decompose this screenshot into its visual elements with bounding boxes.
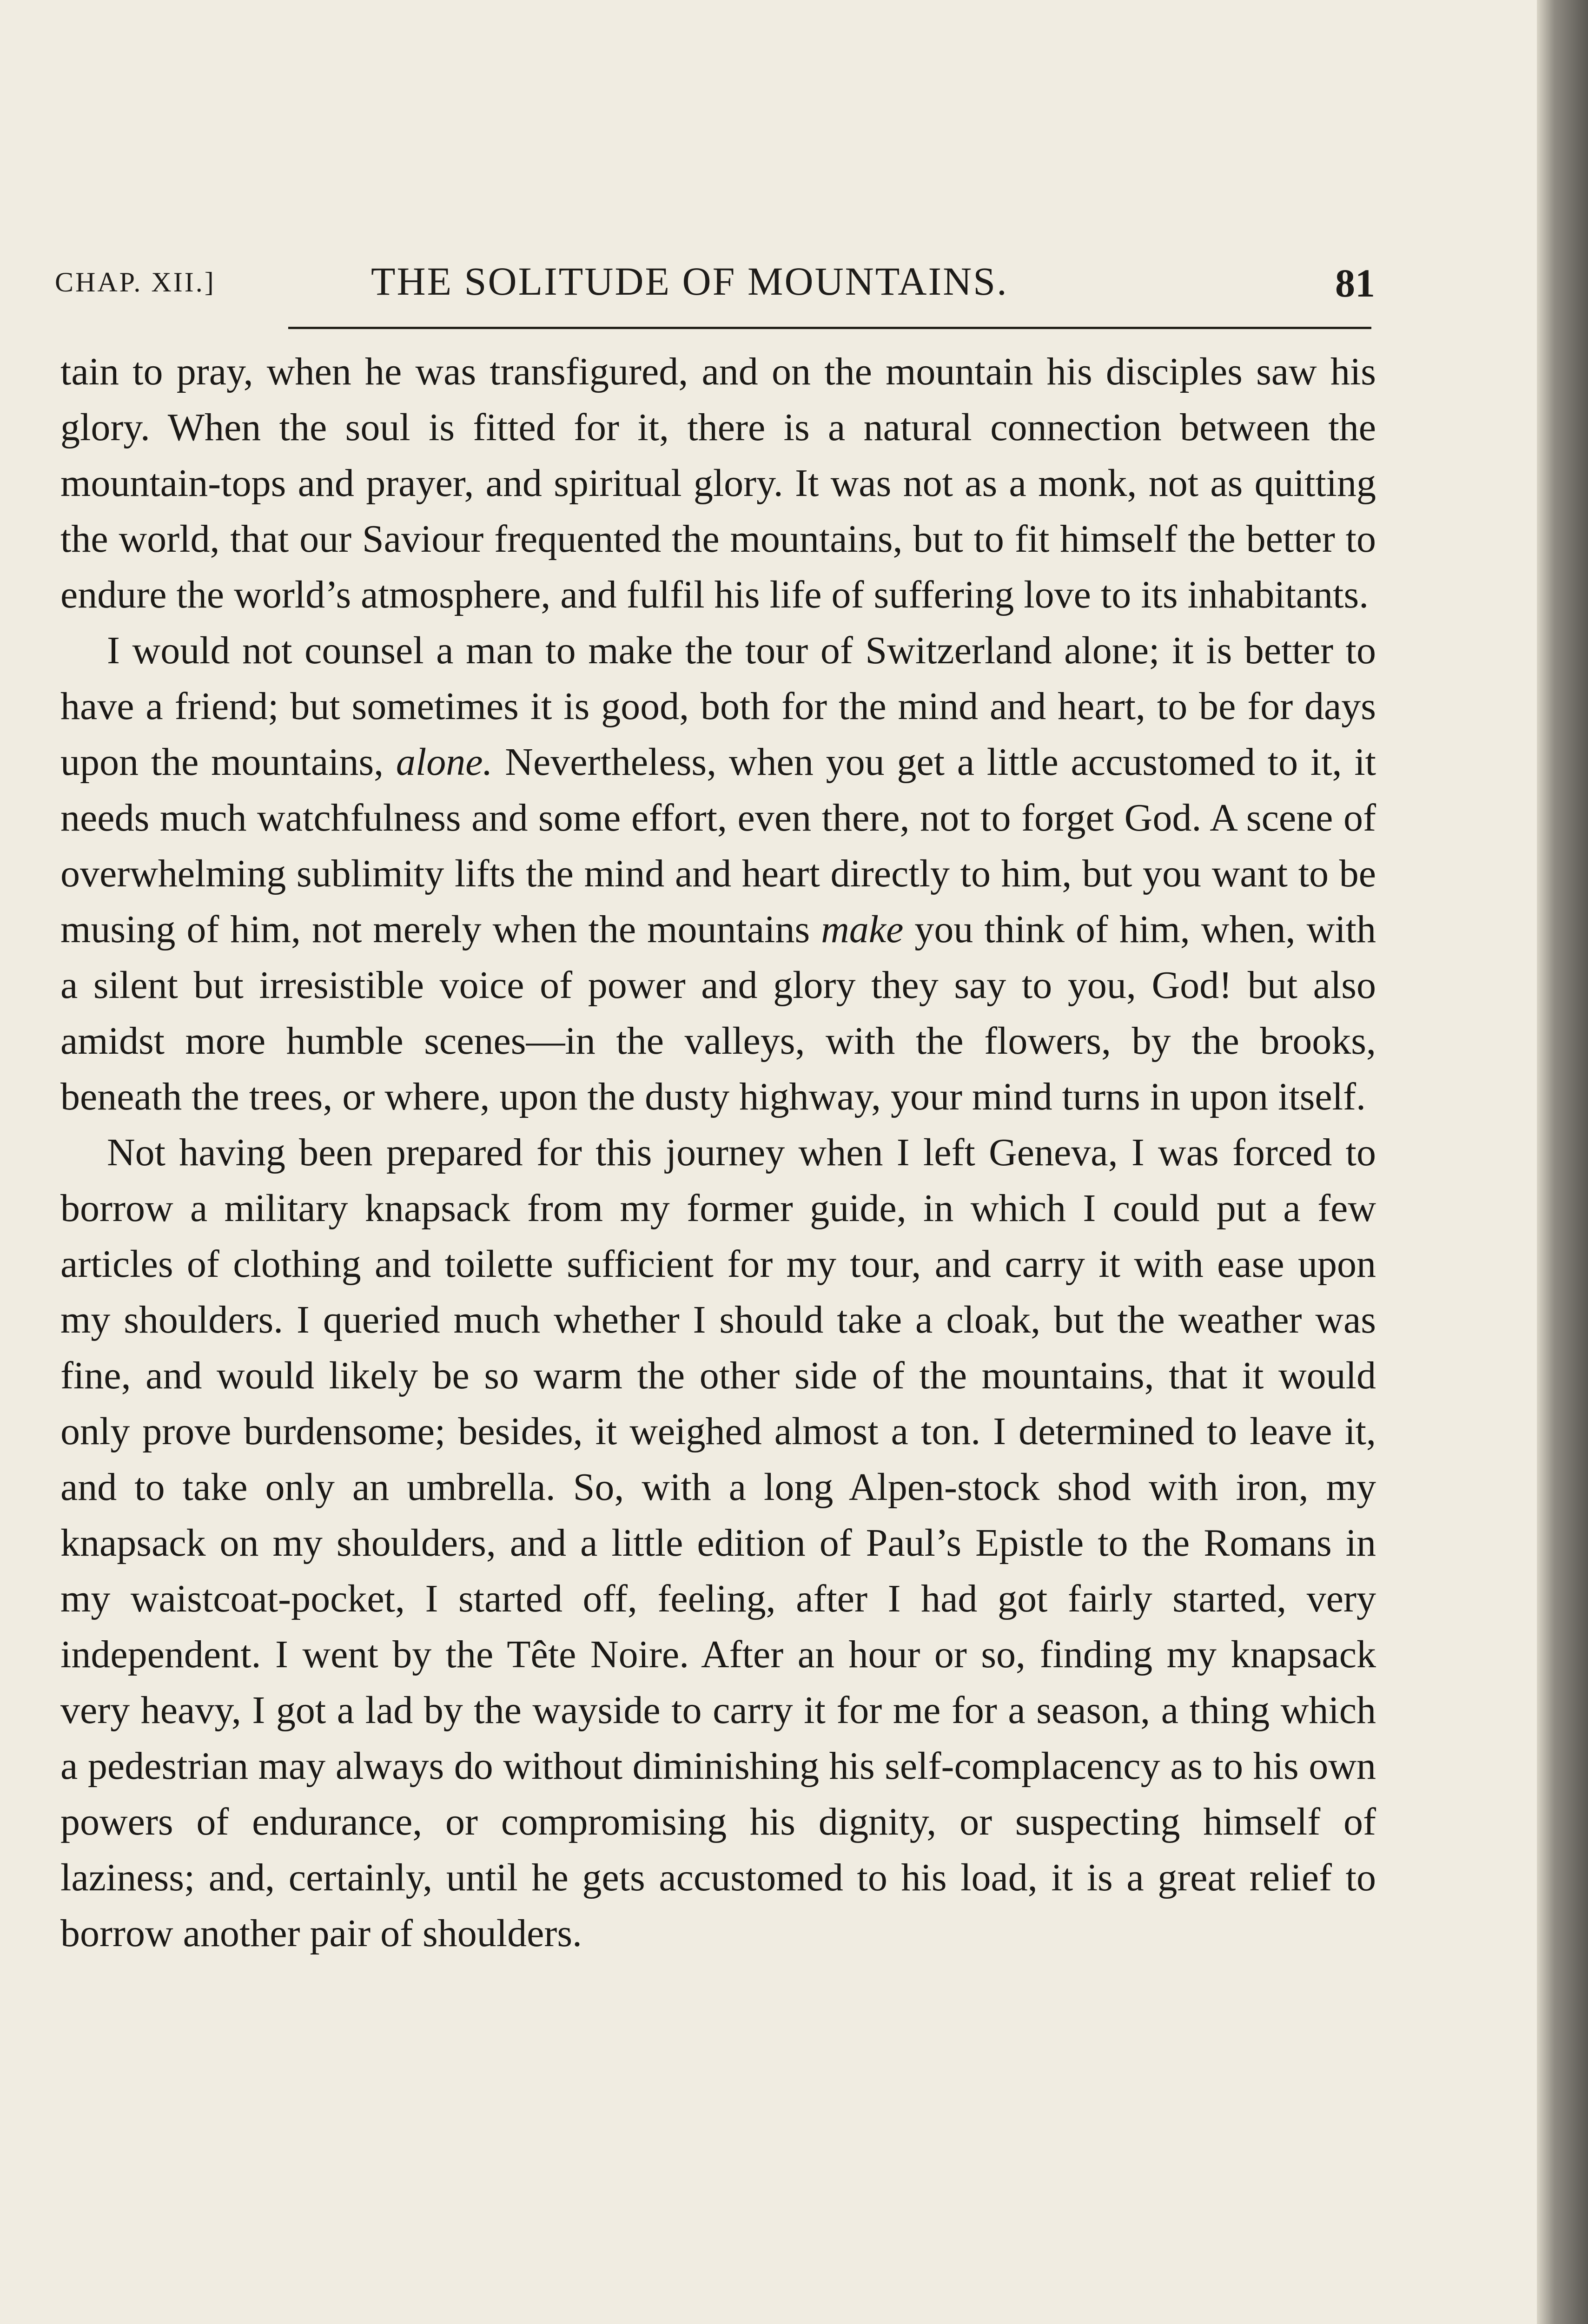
paragraph-1-text: tain to pray, when he was transfigured, and on the mountain his disciples saw his glory. When the soul is fitted for it, there is a natural connection between the mountain-tops and prayer, and spiritual glory. It was not as a monk, not as quitting the world, that our Saviour frequented the mountains, but to fit himself the better to endure the world’s atmosphere, and fulfil his life of suffering love to its inhabitants. <box>60 350 1376 616</box>
running-title: THE SOLITUDE OF MOUNTAINS. <box>371 259 1008 304</box>
paragraph-1 <box>60 344 1376 623</box>
paragraph-2-text-end: you think of him, when, with a silent but irresistible voice of power and glory they say to you, God! but also amidst more humble scenes—in the valleys, with the flowers, by the brooks, beneath the trees, or where, upon the dusty highway, your mind turns in upon itself. <box>60 908 1376 1118</box>
running-header <box>55 258 1375 309</box>
page-number: 81 <box>1335 261 1375 305</box>
paragraph-3 <box>60 1125 1376 1961</box>
header-rule <box>288 327 1371 329</box>
page-binding-edge <box>1537 0 1588 2324</box>
chapter-label: CHAP. XII.] <box>55 267 216 297</box>
paragraph-2-text-middle: Nevertheless, when you get a little accustomed to it, it needs much watchfulness and some effort, even there, not to forget God. A scene of overwhelming sublimity lifts the mind and heart directly to him, but you want to be musing of him, not merely when the mountains <box>60 740 1376 951</box>
paragraph-2 <box>60 623 1376 1125</box>
emphasis-make: make <box>821 908 904 951</box>
paragraph-2-text-start: I would not counsel a man to make the tour of Switzerland alone; it is better to have a friend; but sometimes it is good, both for the mind and heart, to be for days upon the mountains, <box>60 629 1376 784</box>
paragraph-3-text: Not having been prepared for this journey when I left Geneva, I was forced to borrow a military knapsack from my former guide, in which I could put a few articles of clothing and toilette sufficient for my tour, and carry it with ease upon my shoulders. I queried much whether I should take a cloak, but the weather was fine, and would likely be so warm the other side of the mountains, that it would only prove burdensome; besides, it weighed almost a ton. I determined to leave it, and to take only an umbrella. So, with a long Alpen-stock shod with iron, my knapsack on my shoulders, and a little edition of Paul’s Epistle to the Romans in my waistcoat-pocket, I started off, feeling, after I had got fairly started, very independent. I went by the Tête Noire. After an hour or so, finding my knapsack very heavy, I got a lad by the wayside to carry it for me for a season, a thing which a pedestrian may always do without diminishing his self-complacency as to his own powers of endurance, or compromising his dignity, or suspecting himself of laziness; and, certainly, until he gets accustomed to his load, it is a great relief to borrow another pair of shoulders. <box>60 1131 1376 1955</box>
emphasis-alone: alone. <box>396 740 493 784</box>
body-text <box>60 344 1376 1961</box>
